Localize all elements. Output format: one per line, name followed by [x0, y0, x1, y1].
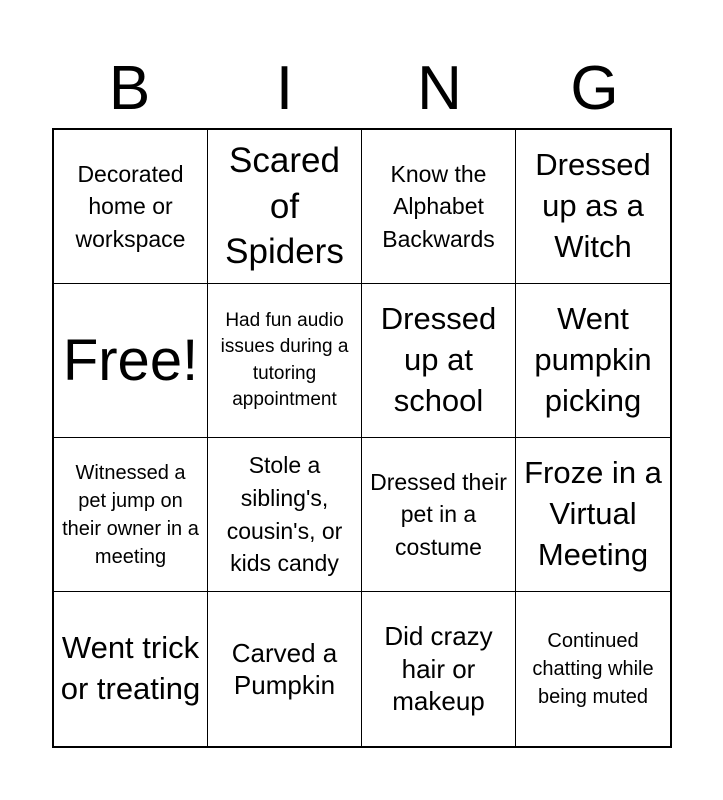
bingo-cell[interactable]: [208, 284, 362, 438]
bingo-cell-text: Scared of Spiders: [225, 141, 344, 272]
bingo-cell-text: Free!: [62, 327, 199, 393]
bingo-cell[interactable]: [54, 592, 208, 746]
bingo-cell-text: Had fun audio issues during a tutoring appointment: [220, 310, 349, 410]
bingo-cell[interactable]: [516, 438, 670, 592]
bingo-header: [52, 52, 672, 126]
bingo-cell-text: Dressed up as a Witch: [535, 147, 651, 264]
bingo-cell[interactable]: [362, 592, 516, 746]
header-letter-g: G: [570, 54, 619, 123]
bingo-cell[interactable]: [516, 592, 670, 746]
bingo-cell-text: Decorated home or workspace: [75, 160, 186, 252]
header-letter-n: N: [417, 54, 462, 123]
bingo-cell-text: Dressed their pet in a costume: [370, 468, 507, 560]
bingo-cell[interactable]: [208, 438, 362, 592]
bingo-cell[interactable]: [362, 438, 516, 592]
bingo-cell[interactable]: [516, 284, 670, 438]
bingo-cell[interactable]: [208, 130, 362, 284]
bingo-cell[interactable]: [362, 284, 516, 438]
bingo-cell-text: Stole a sibling's, cousin's, or kids candy: [226, 452, 343, 577]
bingo-cell-text: Know the Alphabet Backwards: [382, 160, 495, 252]
bingo-cell-text: Did crazy hair or makeup: [384, 621, 493, 717]
bingo-cell-text: Froze in a Virtual Meeting: [524, 455, 662, 572]
bingo-cell[interactable]: [516, 130, 670, 284]
bingo-cell-text: Dressed up at school: [380, 301, 497, 418]
header-letter-i: I: [275, 54, 294, 123]
bingo-cell[interactable]: [362, 130, 516, 284]
bingo-cell-text: Continued chatting while being muted: [532, 630, 654, 708]
bingo-cell-free[interactable]: [54, 284, 208, 438]
bingo-cell[interactable]: [54, 438, 208, 592]
bingo-cell[interactable]: [208, 592, 362, 746]
bingo-cell[interactable]: [54, 130, 208, 284]
bingo-cell-text: Went trick or treating: [60, 630, 201, 706]
bingo-cell-text: Witnessed a pet jump on their owner in a meeting: [62, 461, 199, 568]
bingo-cell-text: Carved a Pumpkin: [231, 637, 338, 700]
bingo-board: [52, 128, 672, 748]
header-letter-b: B: [108, 54, 151, 123]
bingo-cell-text: Went pumpkin picking: [534, 301, 652, 418]
